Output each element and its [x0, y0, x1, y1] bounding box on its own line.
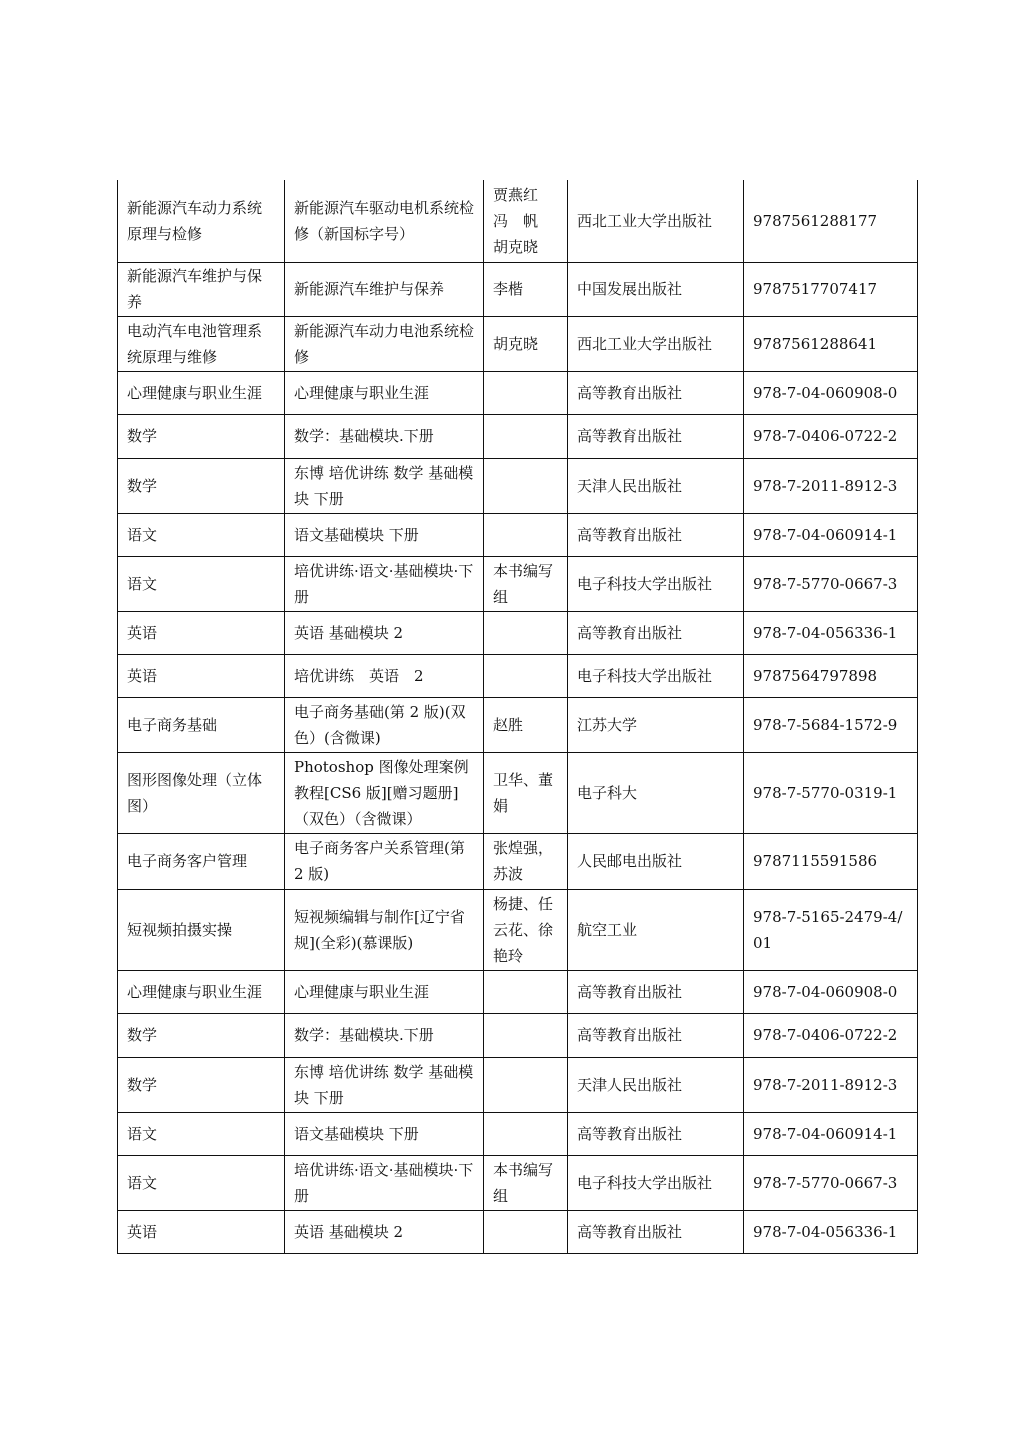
book-publisher: 高等教育出版社 — [577, 982, 683, 1001]
publisher-cell — [568, 611, 744, 654]
course-cell — [118, 611, 285, 654]
author-cell — [484, 1155, 568, 1210]
isbn-cell — [744, 970, 918, 1013]
author-cell — [484, 180, 568, 262]
publisher-cell — [568, 1155, 744, 1210]
book-isbn: 978-7-0406-0722-2 — [753, 1026, 898, 1044]
book-title: 电子商务客户关系管理(第 2 版) — [294, 839, 465, 883]
title-cell — [285, 889, 484, 970]
book-title: 英语 基础模块 2 — [294, 623, 404, 642]
publisher-cell — [568, 180, 744, 262]
isbn-cell — [744, 513, 918, 556]
book-title: 东博 培优讲练 数学 基础模块 下册 — [294, 1062, 474, 1107]
book-publisher: 西北工业大学出版社 — [577, 211, 713, 230]
isbn-cell — [744, 697, 918, 752]
course-cell — [118, 458, 285, 513]
course-cell — [118, 970, 285, 1013]
course-name: 语文 — [127, 1124, 158, 1143]
publisher-cell — [568, 1112, 744, 1155]
author-cell — [484, 1112, 568, 1155]
table-row — [118, 1210, 918, 1253]
table-row — [118, 180, 918, 262]
isbn-cell — [744, 414, 918, 458]
author-cell — [484, 316, 568, 371]
course-name: 短视频拍摄实操 — [127, 920, 233, 939]
author-cell — [484, 611, 568, 654]
table-row — [118, 458, 918, 513]
title-cell — [285, 1057, 484, 1112]
publisher-cell — [568, 697, 744, 752]
isbn-cell — [744, 262, 918, 316]
book-title: 培优讲练·语文·基础模块·下册 — [294, 1160, 474, 1205]
book-isbn: 9787115591586 — [753, 852, 878, 870]
title-cell — [285, 180, 484, 262]
isbn-cell — [744, 1057, 918, 1112]
course-cell — [118, 1112, 285, 1155]
course-name: 心理健康与职业生涯 — [127, 982, 263, 1001]
book-title: 英语 基础模块 2 — [294, 1222, 404, 1241]
isbn-cell — [744, 611, 918, 654]
book-author: 本书编写组 — [493, 561, 554, 606]
publisher-cell — [568, 262, 744, 316]
book-title: 培优讲练·语文·基础模块·下册 — [294, 561, 474, 606]
book-author: 张煌强，苏波 — [493, 839, 554, 883]
course-name: 英语 — [127, 623, 158, 642]
book-author: 卫华、董娟 — [493, 770, 554, 815]
course-name: 新能源汽车维护与保养 — [127, 267, 263, 311]
publisher-cell — [568, 316, 744, 371]
book-isbn: 978-7-5770-0319-1 — [753, 783, 898, 802]
title-cell — [285, 513, 484, 556]
title-cell — [285, 1210, 484, 1253]
book-publisher: 电子科技大学出版社 — [577, 1173, 713, 1192]
book-title: 培优讲练 英语 2 — [294, 666, 424, 685]
table-row — [118, 654, 918, 697]
title-cell — [285, 371, 484, 414]
course-name: 数学 — [127, 1026, 158, 1044]
book-title: 新能源汽车驱动电机系统检修（新国标字号） — [294, 198, 475, 243]
publisher-cell — [568, 752, 744, 833]
table-row — [118, 1013, 918, 1057]
book-title: 语文基础模块 下册 — [294, 1124, 419, 1143]
course-name: 语文 — [127, 525, 158, 544]
book-isbn: 978-7-5165-2479-4/01 — [753, 907, 903, 952]
isbn-cell — [744, 889, 918, 970]
course-cell — [118, 262, 285, 316]
isbn-cell — [744, 458, 918, 513]
book-publisher: 电子科技大学出版社 — [577, 574, 713, 593]
book-author: 赵胜 — [493, 715, 524, 734]
book-isbn: 978-7-0406-0722-2 — [753, 427, 898, 445]
book-title: 电子商务基础(第 2 版)(双色）(含微课) — [294, 702, 466, 747]
book-title: 新能源汽车动力电池系统检修 — [294, 321, 475, 366]
author-cell — [484, 654, 568, 697]
book-isbn: 9787564797898 — [753, 666, 878, 685]
book-publisher: 高等教育出版社 — [577, 1026, 683, 1044]
author-cell — [484, 889, 568, 970]
title-cell — [285, 1155, 484, 1210]
book-title: 数学：基础模块.下册 — [294, 1026, 434, 1044]
publisher-cell — [568, 833, 744, 889]
book-publisher: 高等教育出版社 — [577, 1124, 683, 1143]
author-cell — [484, 414, 568, 458]
publisher-cell — [568, 1210, 744, 1253]
course-cell — [118, 752, 285, 833]
book-publisher: 天津人民出版社 — [577, 1075, 683, 1094]
course-name: 数学 — [127, 427, 158, 445]
course-cell — [118, 889, 285, 970]
course-cell — [118, 556, 285, 611]
title-cell — [285, 1112, 484, 1155]
book-isbn: 978-7-04-060914-1 — [753, 525, 898, 544]
course-name: 数学 — [127, 476, 158, 495]
book-isbn: 9787561288177 — [753, 211, 878, 230]
publisher-cell — [568, 1057, 744, 1112]
title-cell — [285, 316, 484, 371]
book-isbn: 978-7-04-056336-1 — [753, 1222, 898, 1241]
author-cell — [484, 833, 568, 889]
course-name: 语文 — [127, 574, 158, 593]
table-row — [118, 833, 918, 889]
course-cell — [118, 1210, 285, 1253]
table-row — [118, 262, 918, 316]
book-author: 李楷 — [493, 280, 524, 298]
course-name: 电子商务基础 — [127, 715, 218, 734]
book-title: 语文基础模块 下册 — [294, 525, 419, 544]
title-cell — [285, 833, 484, 889]
author-cell — [484, 1013, 568, 1057]
course-name: 电动汽车电池管理系统原理与维修 — [127, 321, 263, 366]
isbn-cell — [744, 1013, 918, 1057]
publisher-cell — [568, 654, 744, 697]
book-publisher: 电子科技大学出版社 — [577, 666, 713, 685]
table-row — [118, 316, 918, 371]
book-isbn: 978-7-04-056336-1 — [753, 623, 898, 642]
isbn-cell — [744, 371, 918, 414]
course-cell — [118, 1057, 285, 1112]
isbn-cell — [744, 180, 918, 262]
course-cell — [118, 180, 285, 262]
title-cell — [285, 458, 484, 513]
author-cell — [484, 970, 568, 1013]
book-isbn: 978-7-2011-8912-3 — [753, 1075, 898, 1094]
table-row — [118, 414, 918, 458]
book-isbn: 9787561288641 — [753, 334, 878, 353]
book-author: 胡克晓 — [493, 334, 539, 353]
course-cell — [118, 697, 285, 752]
author-cell — [484, 556, 568, 611]
author-cell — [484, 1057, 568, 1112]
author-cell — [484, 458, 568, 513]
course-cell — [118, 414, 285, 458]
book-title: 心理健康与职业生涯 — [294, 383, 430, 402]
publisher-cell — [568, 970, 744, 1013]
book-publisher: 高等教育出版社 — [577, 623, 683, 642]
table-row — [118, 752, 918, 833]
book-publisher: 人民邮电出版社 — [577, 852, 683, 870]
book-isbn: 9787517707417 — [753, 280, 878, 298]
author-cell — [484, 1210, 568, 1253]
isbn-cell — [744, 1155, 918, 1210]
book-title: 新能源汽车维护与保养 — [294, 280, 445, 298]
course-name: 英语 — [127, 666, 158, 685]
table-row — [118, 1155, 918, 1210]
book-publisher: 江苏大学 — [577, 715, 638, 734]
book-title: 心理健康与职业生涯 — [294, 982, 430, 1001]
book-isbn: 978-7-04-060908-0 — [753, 383, 898, 402]
publisher-cell — [568, 1013, 744, 1057]
book-author: 本书编写组 — [493, 1160, 554, 1205]
title-cell — [285, 414, 484, 458]
publisher-cell — [568, 458, 744, 513]
book-author: 杨捷、任云花、徐艳玲 — [493, 894, 554, 965]
book-publisher: 天津人民出版社 — [577, 476, 683, 495]
author-cell — [484, 371, 568, 414]
book-author: 贾燕红 冯 帆 胡克晓 — [493, 185, 539, 256]
course-cell — [118, 654, 285, 697]
book-title: Photoshop 图像处理案例教程[CS6 版][赠习题册]（双色）（含微课） — [294, 757, 469, 828]
book-publisher: 电子科大 — [577, 783, 638, 802]
book-publisher: 高等教育出版社 — [577, 427, 683, 445]
course-cell — [118, 316, 285, 371]
isbn-cell — [744, 1112, 918, 1155]
course-name: 图形图像处理（立体图） — [127, 770, 263, 815]
table-row — [118, 1057, 918, 1112]
title-cell — [285, 697, 484, 752]
title-cell — [285, 970, 484, 1013]
textbook-table — [117, 180, 918, 1254]
publisher-cell — [568, 371, 744, 414]
course-name: 新能源汽车动力系统原理与检修 — [127, 198, 263, 243]
table-row — [118, 556, 918, 611]
book-title: 短视频编辑与制作[辽宁省规](全彩)(慕课版) — [294, 907, 465, 952]
table-row — [118, 513, 918, 556]
book-isbn: 978-7-5770-0667-3 — [753, 1173, 898, 1192]
book-publisher: 西北工业大学出版社 — [577, 334, 713, 353]
author-cell — [484, 262, 568, 316]
table-row — [118, 970, 918, 1013]
course-name: 数学 — [127, 1075, 158, 1094]
course-name: 语文 — [127, 1173, 158, 1192]
isbn-cell — [744, 316, 918, 371]
course-cell — [118, 513, 285, 556]
course-cell — [118, 833, 285, 889]
book-title: 数学：基础模块.下册 — [294, 427, 434, 445]
course-name: 英语 — [127, 1222, 158, 1241]
title-cell — [285, 262, 484, 316]
book-isbn: 978-7-5770-0667-3 — [753, 574, 898, 593]
isbn-cell — [744, 1210, 918, 1253]
book-publisher: 中国发展出版社 — [577, 280, 683, 298]
book-publisher: 航空工业 — [577, 920, 638, 939]
course-cell — [118, 1155, 285, 1210]
isbn-cell — [744, 654, 918, 697]
title-cell — [285, 654, 484, 697]
publisher-cell — [568, 889, 744, 970]
isbn-cell — [744, 556, 918, 611]
author-cell — [484, 752, 568, 833]
book-title: 东博 培优讲练 数学 基础模块 下册 — [294, 463, 474, 508]
course-cell — [118, 371, 285, 414]
course-name: 电子商务客户管理 — [127, 852, 248, 870]
isbn-cell — [744, 752, 918, 833]
book-publisher: 高等教育出版社 — [577, 383, 683, 402]
title-cell — [285, 611, 484, 654]
publisher-cell — [568, 556, 744, 611]
title-cell — [285, 1013, 484, 1057]
table-row — [118, 697, 918, 752]
book-isbn: 978-7-04-060914-1 — [753, 1124, 898, 1143]
table-row — [118, 889, 918, 970]
title-cell — [285, 752, 484, 833]
book-publisher: 高等教育出版社 — [577, 525, 683, 544]
course-cell — [118, 1013, 285, 1057]
table-row — [118, 1112, 918, 1155]
table-row — [118, 611, 918, 654]
book-isbn: 978-7-2011-8912-3 — [753, 476, 898, 495]
publisher-cell — [568, 513, 744, 556]
publisher-cell — [568, 414, 744, 458]
isbn-cell — [744, 833, 918, 889]
book-isbn: 978-7-5684-1572-9 — [753, 715, 898, 734]
author-cell — [484, 513, 568, 556]
book-isbn: 978-7-04-060908-0 — [753, 982, 898, 1001]
book-publisher: 高等教育出版社 — [577, 1222, 683, 1241]
title-cell — [285, 556, 484, 611]
author-cell — [484, 697, 568, 752]
course-name: 心理健康与职业生涯 — [127, 383, 263, 402]
table-row — [118, 371, 918, 414]
